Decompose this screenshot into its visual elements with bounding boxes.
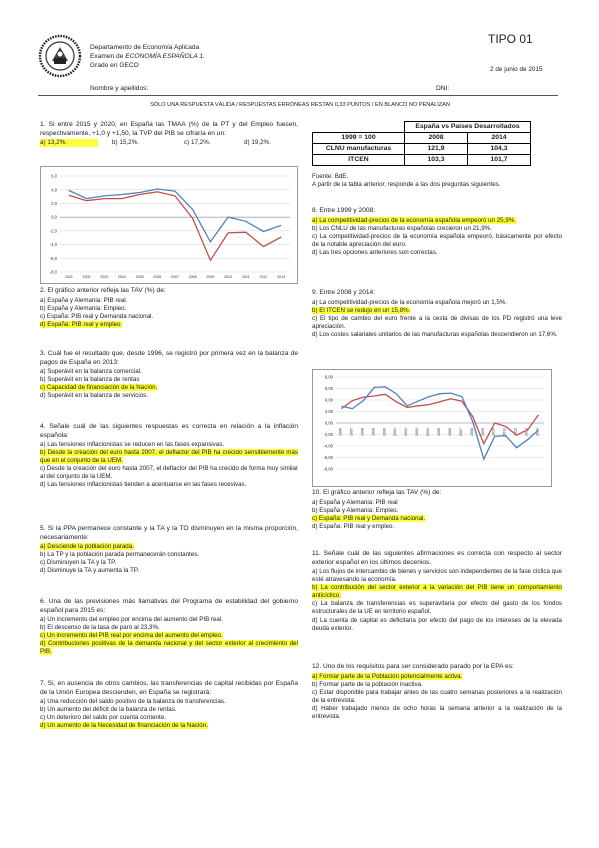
name-field-label: Nombre y apellidos: xyxy=(90,85,149,92)
option-c[interactable]: c) Un incremento del PIB real por encima del aumento del empleo. xyxy=(40,632,223,640)
option-d[interactable]: d) Superávit en la balanza de servicios. xyxy=(40,392,148,400)
option-b[interactable]: b) El ITCEN se redujo en un 15,8%. xyxy=(312,306,411,314)
exam-subject: ECONOMÍA ESPAÑOLA 1. xyxy=(125,52,205,60)
y-tick-label: -8,0 xyxy=(49,269,57,275)
option-c[interactable]: c) Un deterioro del saldo por cuenta corriente. xyxy=(40,714,166,722)
exam-name xyxy=(90,53,205,62)
tav-chart-1 xyxy=(40,166,298,284)
x-tick-label: 2002 xyxy=(404,428,409,436)
header-divider xyxy=(38,95,558,96)
y-tick-label: 6,0 xyxy=(51,173,57,179)
x-tick-label: 2008 xyxy=(469,428,474,436)
question-2 xyxy=(40,287,298,329)
x-tick-label: 2000 xyxy=(382,428,387,436)
table-caption: A partir de la tabla anterior, responde a las dos preguntas siguientes. xyxy=(312,181,501,189)
table-cell: 2014 xyxy=(468,133,531,144)
department-name: Departamento de Economía Aplicada xyxy=(90,44,200,51)
option-c[interactable]: c) La balanza de transferencias es superavitaria por efecto del gasto de los fondos estructurales de la UE en territorio español. xyxy=(312,600,562,616)
option-b[interactable]: b) Un aumento del déficit de la balanza de rentas. xyxy=(40,706,177,714)
option-b[interactable]: b) El descenso de la tasa de paro al 23,3%. xyxy=(40,624,160,632)
option-b[interactable]: b) La TP y la población parada permanecerán constantes. xyxy=(40,551,200,559)
question-3 xyxy=(40,350,298,400)
y-tick-label: 8,00 xyxy=(324,374,333,380)
table-cell: 101,7 xyxy=(468,155,531,166)
x-tick-label: 2005 xyxy=(437,428,441,436)
x-tick-label: 2009 xyxy=(480,428,485,436)
y-tick-label: 6,00 xyxy=(324,386,333,392)
option-c[interactable]: c) 17,2%. xyxy=(184,139,211,147)
option-d[interactable]: d) Las tensiones inflacionistas tienden a acentuarse en las fases recesivas. xyxy=(40,481,247,489)
option-d[interactable]: d) Disminuye la TA y aumenta la TP. xyxy=(40,567,139,575)
table-row xyxy=(313,133,531,144)
university-seal xyxy=(38,34,82,78)
option-b[interactable]: b) España y Alemania: Empleo. xyxy=(40,304,127,312)
exam-prefix: Examen de xyxy=(90,52,126,60)
x-tick-label: 2001 xyxy=(393,428,398,436)
table-cell: ITCEN xyxy=(313,155,405,166)
exam-date: 2 de junio de 2015 xyxy=(490,66,543,73)
header-info xyxy=(90,44,205,71)
x-tick-label: 2006 xyxy=(447,428,452,436)
table-cell: 104,3 xyxy=(468,144,531,155)
x-tick-label: 2010 xyxy=(224,275,233,279)
x-tick-label: 2014 xyxy=(535,428,540,436)
option-b[interactable]: b) Formar parte de la población inactiva. xyxy=(312,680,423,688)
options-row xyxy=(40,139,298,147)
option-c[interactable]: c) Disminuyen la TA y la TP. xyxy=(40,559,117,567)
y-tick-label: 0,0 xyxy=(51,214,57,220)
y-tick-label: -2,00 xyxy=(323,432,333,438)
x-tick-label: 2009 xyxy=(206,275,215,279)
option-a[interactable]: a) Los flujos de intercambio de bienes y servicios son independientes de la fase cíclica que esté atravesando la economía. xyxy=(312,568,562,584)
x-tick-label: 2002 xyxy=(82,275,91,279)
y-tick-label: 4,00 xyxy=(324,397,333,403)
y-tick-label: 2,00 xyxy=(324,409,333,415)
question-stem: 12. Uno de los requisitos para ser considerado parado por la EPA es: xyxy=(312,663,514,670)
option-a[interactable]: a) Formar parte de la Población potencialmente activa. xyxy=(312,672,463,680)
table-cell: 1999 = 100 xyxy=(313,133,405,144)
y-tick-label: 2,0 xyxy=(51,201,57,207)
x-tick-label: 2010 xyxy=(491,428,496,436)
option-a[interactable]: a) Un incremento del empleo por encima del aumento del PIB real. xyxy=(40,616,223,624)
option-a[interactable]: a) Las tensiones inflacionistas se reducen en las fases expansivas. xyxy=(40,441,225,449)
question-8 xyxy=(312,207,562,257)
option-d[interactable]: d) 19,2%. xyxy=(244,139,271,147)
y-tick-label: -4,00 xyxy=(323,443,333,449)
tav-chart-2 xyxy=(312,369,552,487)
option-a[interactable]: a) Superávit en la balanza comercial. xyxy=(40,368,142,376)
x-tick-label: 2005 xyxy=(135,275,144,279)
x-tick-label: 1997 xyxy=(349,428,354,436)
option-d[interactable]: d) Contribuciones positivas de la demanda nacional y del sector exterior al crecimiento del PIB. xyxy=(40,640,298,656)
scoring-notice: SÓLO UNA RESPUESTA VÁLIDA / RESPUESTAS ERRÓNEAS RESTAN 0,33 PUNTOS / EN BLANCO NO PENALIZAN xyxy=(150,102,450,108)
option-d[interactable]: d) La cuenta de capital es deficitaria por efecto del pago de los intereses de la elevada deuda exterior. xyxy=(312,616,562,632)
option-a[interactable]: a) Una reducción del saldo positivo de la balanza de transferencias. xyxy=(40,698,226,706)
question-stem: 5. Si la PPA permanece constante y la TA y la TO disminuyen en la misma proporción, necesariamente: xyxy=(40,525,298,541)
question-5 xyxy=(40,525,298,575)
option-b[interactable]: b) 15,2%. xyxy=(112,139,139,147)
option-b[interactable]: b) La contribución del sector exterior a la variación del PIB tiene un comportamiento anticíclico. xyxy=(312,584,562,600)
y-tick-label: 0,00 xyxy=(324,420,333,426)
x-tick-label: 2004 xyxy=(426,428,431,436)
y-axis xyxy=(323,375,333,472)
option-c[interactable]: c) España: PIB real y Demanda nacional. xyxy=(312,514,426,522)
option-b[interactable]: b) Superávit en la balanza de rentas xyxy=(40,376,140,384)
option-d[interactable]: d) España: PIB real y empleo. xyxy=(40,320,123,328)
x-tick-label: 2011 xyxy=(502,428,507,436)
option-c[interactable]: c) Desde la creación del euro hasta 2007, el deflactor del PIB ha crecido de forma muy similar al del conjunto de la UEM. xyxy=(40,465,298,481)
option-a[interactable]: a) La competitividad-precios de la economía española empeoró un 25,9%. xyxy=(312,216,516,224)
option-a[interactable]: a) España y Alemania: PIB real xyxy=(312,498,398,506)
competitiveness-table xyxy=(312,121,531,166)
option-c[interactable]: c) Capacidad de financiación de la Nación. xyxy=(40,384,158,392)
question-stem: 4. Señale cuál de las siguientes respuestas es correcta en relación a la inflación española: xyxy=(40,423,298,439)
table-row xyxy=(313,122,531,133)
question-stem: 10. El gráfico anterior refleja las TAV (%) de: xyxy=(312,489,442,496)
question-stem: 2. El gráfico anterior refleja las TAV (%) de: xyxy=(40,287,166,294)
question-stem: 6. Una de las previsiones más llamativas del Programa de estabilidad del gobierno español para 2015 es: xyxy=(40,598,298,614)
dni-field-label: DNI: xyxy=(436,85,450,92)
x-tick-label: 2007 xyxy=(171,275,179,279)
table-cell: 121,9 xyxy=(405,144,468,155)
y-tick-label: -2,0 xyxy=(49,228,57,234)
y-tick-label: -4,0 xyxy=(49,242,57,248)
option-c[interactable]: c) Estar disponible para trabajar antes de las cuatro semanas posteriores a la realización de la entrevista. xyxy=(312,688,562,704)
option-c[interactable]: c) El tipo de cambio del euro frente a la cesta de divisas de los PD registró una leve apreciación. xyxy=(312,314,562,330)
x-tick-label: 2006 xyxy=(153,275,162,279)
x-tick-label: 2013 xyxy=(524,428,529,436)
degree-name: Grado en GECO xyxy=(90,61,139,69)
option-d[interactable]: d) Los costes salariales unitarios de las manufacturas españolas descendieron un 17,6%. xyxy=(312,330,558,338)
question-4 xyxy=(40,423,298,490)
x-tick-label: 2007 xyxy=(458,428,463,436)
x-tick-label: 1999 xyxy=(371,428,376,436)
option-b[interactable]: b) Desde la creación del euro hasta 2007, el deflactor del PIB ha crecido sensiblemente más que en el conjunto de la UEM. xyxy=(40,449,298,465)
table-cell: 2008 xyxy=(405,133,468,144)
question-stem: 1. Si entre 2015 y 2020, en España las TMAA (%) de la PT y del Empleo fuesen, respectivamente, +1,0 y +1,50, la TVP del PIB se cifraría en un: xyxy=(40,121,298,137)
table-row xyxy=(313,155,531,166)
x-tick-label: 1996 xyxy=(338,428,343,436)
question-stem: 7. Si, en ausencia de otros cambios, las transferencias de capital recibidas por España de la Unión Europea descienden, en España se registrará: xyxy=(40,680,298,696)
x-tick-label: 2003 xyxy=(415,428,420,436)
option-d[interactable]: d) Las tres opciones anteriores son correctas. xyxy=(312,248,438,256)
table-row xyxy=(313,144,531,155)
option-b[interactable]: b) España y Alemania: Empleo. xyxy=(312,506,399,514)
option-d[interactable]: d) Haber trabajado menos de ocho horas la semana anterior a la realización de la entrevista. xyxy=(312,704,562,720)
question-12 xyxy=(312,663,562,721)
option-c[interactable]: c) La competitividad-precios de la economía española empeoró, básicamente por efecto de la notable apreciación del euro. xyxy=(312,232,562,248)
option-c[interactable]: c) España: PIB real y Demanda nacional. xyxy=(40,312,154,320)
table-cell: 103,3 xyxy=(405,155,468,166)
x-tick-label: 2011 xyxy=(241,275,250,279)
table-header: España vs Países Desarrollados xyxy=(405,122,531,133)
x-tick-label: 2013 xyxy=(277,275,286,279)
y-tick-label: -6,00 xyxy=(323,455,333,461)
x-tick-label: 2012 xyxy=(513,428,518,436)
option-a[interactable]: a) La competitividad-precios de la economía española mejoró un 1,5%. xyxy=(312,298,508,306)
question-stem: 11. Señale cuál de las siguientes afirmaciones es correcta con respecto al sector exterior español en los últimos decenios. xyxy=(312,550,562,566)
question-stem: 3. Cuál fue el resultado que, desde 1996, se registró por primera vez en la balanza de pagos de España en 2013: xyxy=(40,350,298,366)
table-notes xyxy=(312,173,562,189)
y-tick-label: -6,0 xyxy=(49,255,57,261)
question-6 xyxy=(40,598,298,656)
x-tick-label: 2012 xyxy=(259,275,268,279)
option-a[interactable]: a) 13,2%. xyxy=(40,139,98,147)
y-tick-label: -8,00 xyxy=(323,466,333,472)
option-d[interactable]: d) España: PIB real y empleo. xyxy=(312,522,395,530)
x-tick-label: 1998 xyxy=(360,428,365,436)
question-11 xyxy=(312,550,562,633)
x-tick-label: 2003 xyxy=(100,275,109,279)
option-a[interactable]: a) España y Alemania: PIB real. xyxy=(40,296,128,304)
table-source: Fuente: BdE. xyxy=(312,173,349,180)
option-a[interactable]: a) Desciende la población parada. xyxy=(40,543,134,551)
x-tick-label: 2001 xyxy=(64,275,73,279)
option-d[interactable]: d) Un aumento de la Necesidad de financiación de la Nación. xyxy=(40,722,208,730)
x-tick-label: 2008 xyxy=(188,275,197,279)
question-7 xyxy=(40,680,298,730)
question-stem: 8. Entre 1999 y 2008: xyxy=(312,207,376,214)
table-cell: CLNU manufacturas xyxy=(313,144,405,155)
question-9 xyxy=(312,289,562,339)
x-tick-label: 2004 xyxy=(117,275,126,279)
y-tick-label: 4,0 xyxy=(51,187,57,193)
exam-type: TIPO 01 xyxy=(488,32,533,46)
option-b[interactable]: b) Los CNLU de las manufacturas españolas crecieron un 21,9%. xyxy=(312,224,492,232)
question-stem: 9. Entre 2008 y 2014: xyxy=(312,289,376,296)
question-10 xyxy=(312,489,562,531)
question-1 xyxy=(40,121,298,147)
